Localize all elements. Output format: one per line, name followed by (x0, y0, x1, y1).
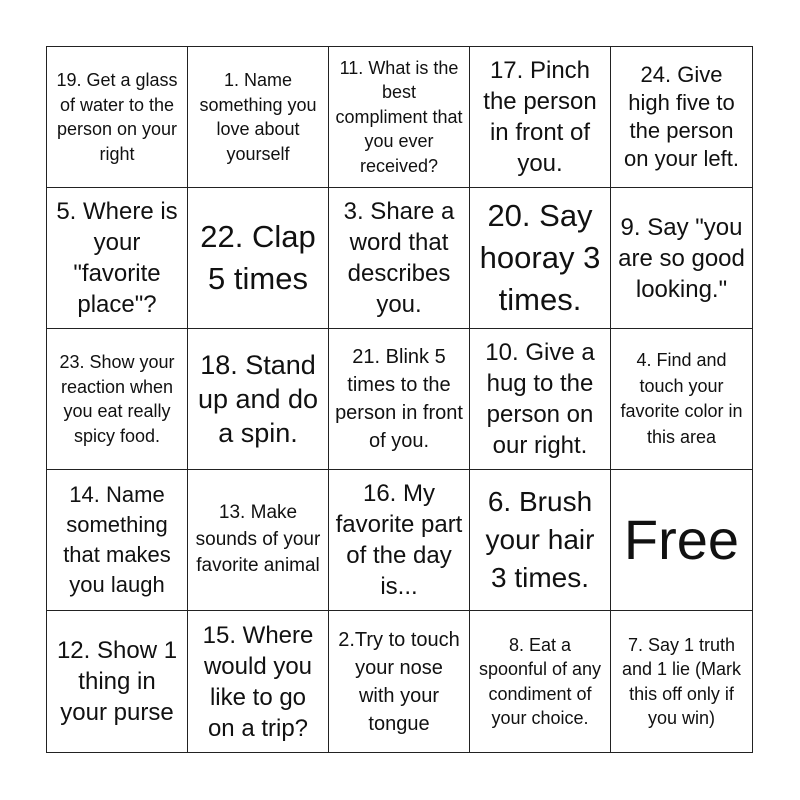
bingo-cell[interactable] (329, 47, 470, 188)
bingo-cell[interactable] (47, 47, 188, 188)
bingo-cell[interactable] (329, 470, 470, 611)
bingo-cell[interactable] (47, 329, 188, 470)
cell-text: 22. Clap 5 times (200, 219, 316, 296)
bingo-cell[interactable] (470, 188, 611, 329)
bingo-cell[interactable] (611, 611, 752, 752)
cell-text: 18. Stand up and do a spin. (197, 350, 319, 448)
cell-text: 4. Find and touch your favorite color in this area (620, 350, 743, 447)
cell-text: 9. Say "you are so good looking." (618, 213, 745, 303)
bingo-cell[interactable] (470, 329, 611, 470)
cell-text: 5. Where is your "favorite place"? (56, 198, 178, 318)
cell-text: 3. Share a word that describes you. (343, 198, 455, 318)
cell-text: 1. Name something you love about yourself (199, 70, 317, 164)
bingo-cell[interactable] (47, 611, 188, 752)
bingo-cell[interactable] (611, 47, 752, 188)
cell-text: 15. Where would you like to go on a trip? (202, 621, 314, 742)
bingo-cell[interactable] (188, 188, 329, 329)
cell-text: 2.Try to touch your nose with your tongue (338, 628, 460, 735)
cell-text: 14. Name something that makes you laugh (63, 482, 171, 597)
cell-text: 19. Get a glass of water to the person on your right (56, 70, 178, 164)
cell-text: 10. Give a hug to the person on our right. (485, 339, 595, 459)
cell-text: 21. Blink 5 times to the person in front of you. (335, 346, 463, 452)
bingo-cell[interactable] (188, 329, 329, 470)
bingo-free-cell[interactable] (611, 470, 752, 611)
cell-text: 17. Pinch the person in front of you. (483, 57, 597, 177)
cell-text: 7. Say 1 truth and 1 lie (Mark this off only if you win) (621, 634, 742, 728)
bingo-cell[interactable] (470, 47, 611, 188)
cell-text: 16. My favorite part of the day is... (335, 480, 463, 600)
bingo-cell[interactable] (329, 188, 470, 329)
cell-text: 6. Brush your hair 3 times. (485, 486, 595, 593)
bingo-cell[interactable] (47, 470, 188, 611)
bingo-cell[interactable] (188, 470, 329, 611)
bingo-cell[interactable] (611, 329, 752, 470)
bingo-cell[interactable] (470, 611, 611, 752)
free-text: Free (623, 508, 740, 571)
bingo-cell[interactable] (188, 47, 329, 188)
bingo-cell[interactable] (611, 188, 752, 329)
bingo-cell[interactable] (329, 611, 470, 752)
bingo-cell[interactable] (188, 611, 329, 752)
cell-text: 12. Show 1 thing in your purse (56, 637, 178, 726)
cell-text: 8. Eat a spoonful of any condiment of your choice. (478, 634, 602, 728)
cell-text: 23. Show your reaction when you eat really spicy food. (59, 352, 175, 446)
cell-text: 24. Give high five to the person on your left. (624, 62, 739, 171)
bingo-cell[interactable] (47, 188, 188, 329)
bingo-board (46, 46, 753, 753)
bingo-cell[interactable] (470, 470, 611, 611)
cell-text: 11. What is the best compliment that you ever received? (335, 57, 463, 176)
bingo-cell[interactable] (329, 329, 470, 470)
cell-text: 13. Make sounds of your favorite animal (195, 502, 321, 577)
cell-text: 20. Say hooray 3 times. (479, 198, 601, 317)
